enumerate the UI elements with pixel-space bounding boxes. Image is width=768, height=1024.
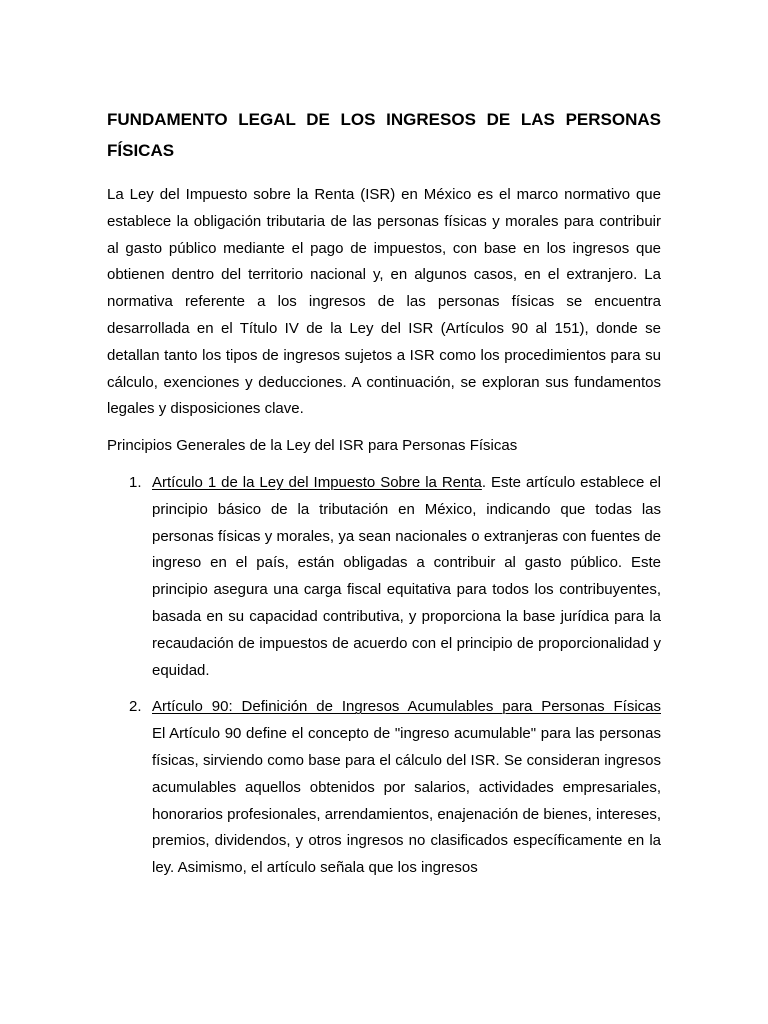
- numbered-list: [107, 470, 661, 882]
- list-item-body: El Artículo 90 define el concepto de "ingreso acumulable" para las personas físicas, sirviendo como base para el cálculo del ISR. Se consideran ingresos acumulables aquellos obtenidos por salarios, actividades empresariales, honorarios profesionales, arrendamientos, enajenación de bienes, intereses, premios, dividendos, y otros ingresos no clasificados específicamente en la ley. Asimismo, el artículo señala que los ingresos: [152, 725, 661, 877]
- list-item-heading-line: [152, 694, 661, 721]
- list-item: [107, 470, 661, 684]
- list-item-number: 1.: [129, 473, 142, 491]
- section-heading: Principios Generales de la Ley del ISR para Personas Físicas: [107, 437, 518, 455]
- list-item-heading: Artículo 90: Definición de Ingresos Acumulables para Personas Físicas: [152, 698, 661, 716]
- list-item-number: 2.: [129, 698, 142, 716]
- list-item-heading: Artículo 1 de la Ley del Impuesto Sobre la Renta: [152, 473, 482, 491]
- list-item: [107, 694, 661, 882]
- document-title: FUNDAMENTO LEGAL DE LOS INGRESOS DE LAS PERSONAS FÍSICAS: [107, 110, 661, 160]
- document-page: [107, 104, 661, 892]
- intro-paragraph: La Ley del Impuesto sobre la Renta (ISR) en México es el marco normativo que establece la obligación tributaria de las personas físicas y morales para contribuir al gasto público mediante el pago de impuestos, con base en los ingresos que obtienen dentro del territorio nacional y, en algunos casos, en el extranjero. La normativa referente a los ingresos de las personas físicas se encuentra desarrollada en el Título IV de la Ley del ISR (Artículos 90 al 151), donde se detallan tanto los tipos de ingresos sujetos a ISR como los procedimientos para su cálculo, exenciones y deducciones. A continuación, se exploran sus fundamentos legales y disposiciones clave.: [107, 186, 661, 418]
- list-item-body: . Este artículo establece el principio básico de la tributación en México, indicando que todas las personas físicas y morales, ya sean nacionales o extranjeras con fuentes de ingreso en el país, están obligadas a contribuir al gasto público. Este principio asegura una carga fiscal equitativa para todos los contribuyentes, basada en su capacidad contributiva, y proporciona la base jurídica para la recaudación de impuestos de acuerdo con el principio de proporcionalidad y equidad.: [152, 473, 661, 679]
